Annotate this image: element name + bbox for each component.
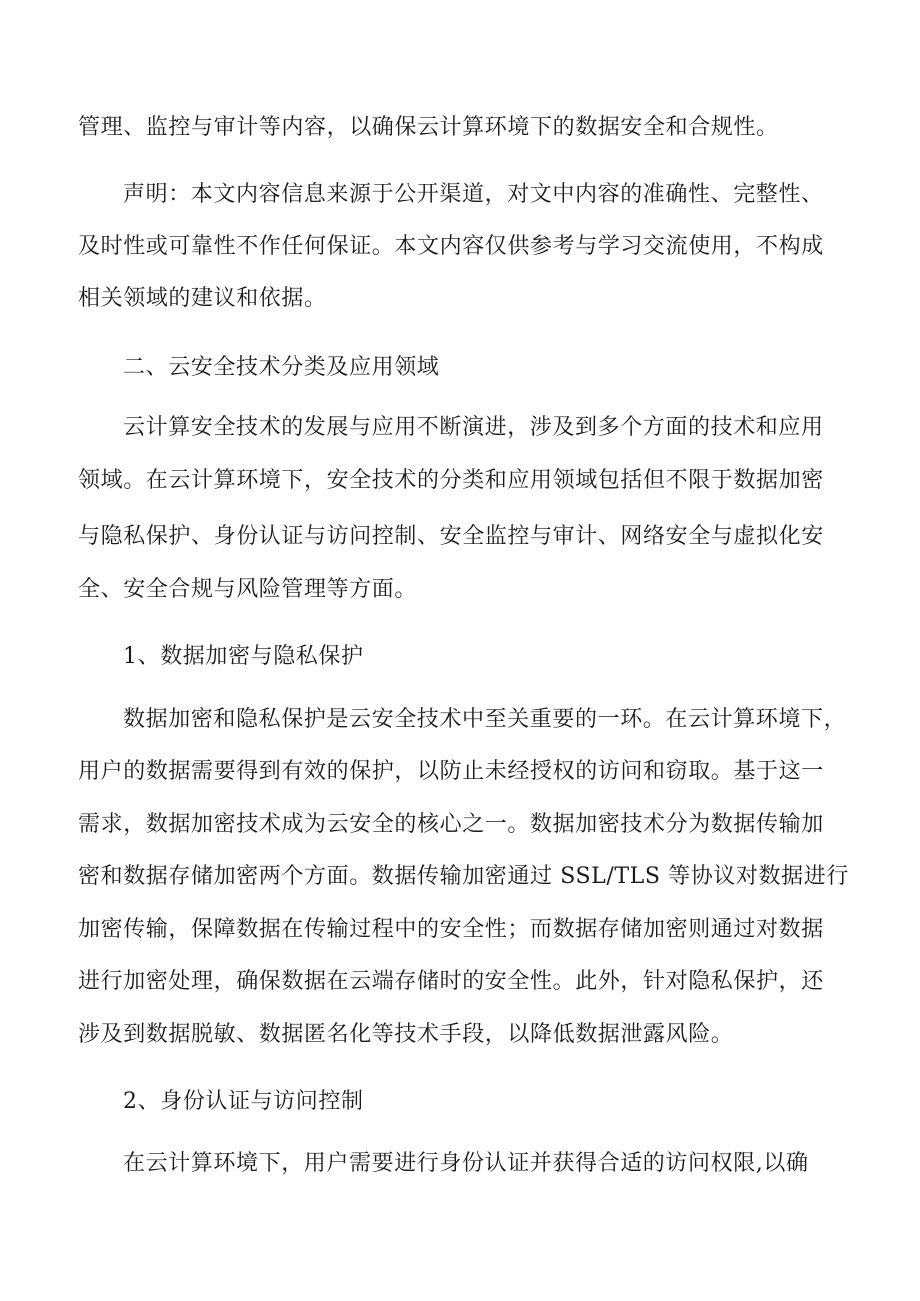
paragraph-line: 涉及到数据脱敏、数据匿名化等技术手段，以降低数据泄露风险。	[78, 1022, 734, 1047]
paragraph-line: 密和数据存储加密两个方面。数据传输加密通过 SSL/TLS 等协议对数据进行	[78, 864, 849, 889]
paragraph-line: 管理、监控与审计等内容，以确保云计算环境下的数据安全和合规性。	[78, 115, 779, 140]
paragraph-line: 进行加密处理，确保数据在云端存储时的安全性。此外，针对隐私保护，还	[78, 969, 824, 994]
paragraph-line: 在云计算环境下，用户需要进行身份认证并获得合适的访问权限,以确	[123, 1151, 809, 1176]
section-heading: 二、云安全技术分类及应用领域	[123, 355, 440, 380]
paragraph-line: 全、安全合规与风险管理等方面。	[78, 577, 418, 602]
subsection-heading: 2、身份认证与访问控制	[123, 1089, 364, 1114]
paragraph-line: 数据加密和隐私保护是云安全技术中至关重要的一环。在云计算环境下，	[123, 707, 847, 732]
paragraph-line: 与隐私保护、身份认证与访问控制、安全监控与审计、网络安全与虚拟化安	[78, 524, 824, 549]
disclaimer-line: 声明：本文内容信息来源于公开渠道，对文中内容的准确性、完整性、	[123, 182, 824, 207]
disclaimer-line: 相关领域的建议和依据。	[78, 286, 327, 311]
paragraph-line: 需求，数据加密技术成为云安全的核心之一。数据加密技术分为数据传输加	[78, 812, 824, 837]
subsection-heading: 1、数据加密与隐私保护	[123, 644, 364, 669]
paragraph-line: 云计算安全技术的发展与应用不断演进，涉及到多个方面的技术和应用	[123, 415, 824, 440]
paragraph-line: 用户的数据需要得到有效的保护，以防止未经授权的访问和窃取。基于这一	[78, 759, 824, 784]
paragraph-line: 加密传输，保障数据在传输过程中的安全性；而数据存储加密则通过对数据	[78, 917, 824, 942]
paragraph-line: 领域。在云计算环境下，安全技术的分类和应用领域包括但不限于数据加密	[78, 468, 824, 493]
disclaimer-line: 及时性或可靠性不作任何保证。本文内容仅供参考与学习交流使用，不构成	[78, 234, 824, 259]
